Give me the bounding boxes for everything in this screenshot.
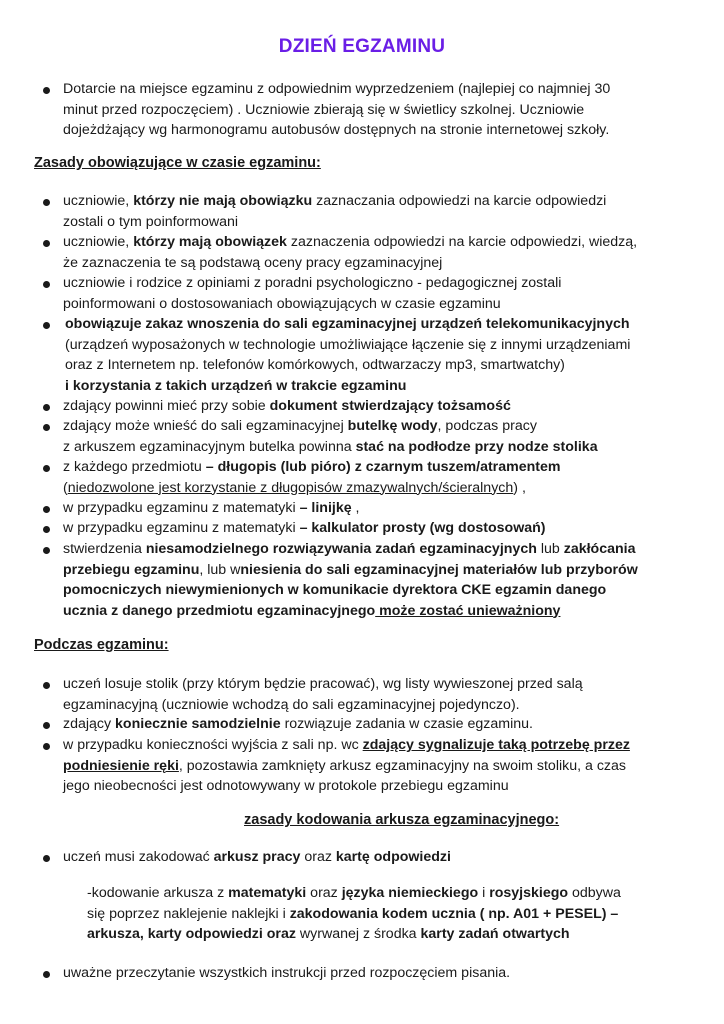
during-item: uczeń losuje stolik (przy którym będzie pracować), wg listy wywieszonej przed salą egzaminacyjną (uczniowie wchodzą do sali egzaminacyjnej pojedynczo). [63,676,583,713]
rule-item-device-ban: obowiązuje zakaz wnoszenia do sali egzaminacyjnej urządzeń telekomunikacyjnych (urządzeń wyposażonych w technologie umożliwiające łączenie się z innymi urządzeniami oraz z Internetem np. telefonów komórkowych, odtwarzaczy mp3, smartwatchy) i korzystania z takich urządzeń w trakcie egzaminu [65,316,631,394]
bullet-icon [43,240,50,247]
during-item: zdający koniecznie samodzielnie rozwiązuje zadania w czasie egzaminu. [63,716,533,732]
rule-item: uczniowie, którzy nie mają obowiązku zaznaczania odpowiedzi na karcie odpowiedzi zostali o tym poinformowani [63,193,607,230]
bullet-icon [43,722,50,729]
rule-item: uczniowie, którzy mają obowiązek zaznaczenia odpowiedzi na karcie odpowiedzi, wiedzą, że zaznaczenia te są podstawą oceny pracy egzaminacyjnej [63,234,638,271]
section-heading-coding: zasady kodowania arkusza egzaminacyjnego: [244,812,560,828]
bullet-icon [43,281,50,288]
intro-paragraph [63,79,703,141]
rule-item: uczniowie i rodzice z opiniami z poradni psychologiczno - pedagogicznej zostali poinformowani o dostosowaniach obowiązujących w czasie egzaminu [63,275,562,312]
coding-paragraph: -kodowanie arkusza z matematyki oraz języka niemieckiego i rosyjskiego odbywa się poprzez naklejenie naklejki i zakodowania kodem ucznia ( np. A01 + PESEL) – arkusza, karty odpowiedzi oraz wyrwanej z środka karty zadań otwartych [87,885,621,942]
coding-item: uważne przeczytanie wszystkich instrukcji przed rozpoczęciem pisania. [63,965,511,981]
bullet-icon [43,424,50,431]
bullet-icon [43,506,50,513]
bullet-icon [43,465,50,472]
rule-item: zdający powinni mieć przy sobie dokument stwierdzający tożsamość [63,398,511,414]
bullet-icon [43,547,50,554]
during-item: w przypadku konieczności wyjścia z sali np. wc zdający sygnalizuje taką potrzebę przez podniesienie ręki, pozostawia zamknięty arkusz egzaminacyjny na swoim stoliku, a czas jego nieobecności jest odnotowywany w protokole przebiegu egzaminu [63,737,630,794]
bullet-icon [43,322,50,329]
bullet-icon [43,404,50,411]
bullet-icon [43,199,50,206]
bullet-icon [43,526,50,533]
rule-item: w przypadku egzaminu z matematyki – kalkulator prosty (wg dostosowań) [63,520,546,536]
text-line: minut przed rozpoczęciem) . Uczniowie zbierają się w świetlicy szkolnej. Uczniowie [63,101,585,118]
bullet-icon [43,682,50,689]
bullet-icon [43,971,50,978]
text-line: Dotarcie na miejsce egzaminu z odpowiednim wyprzedzeniem (najlepiej co najmniej 30 [63,81,611,97]
rule-item: z każdego przedmiotu – długopis (lub pióro) z czarnym tuszem/atramentem (niedozwolone jest korzystanie z długopisów zmazywalnych/ścieralnych) , [63,459,561,496]
bullet-icon [43,743,50,750]
rule-item: w przypadku egzaminu z matematyki – linijkę , [63,500,360,516]
coding-item: uczeń musi zakodować arkusz pracy oraz kartę odpowiedzi [63,849,451,865]
text-line: dojeżdżający wg harmonogramu autobusów dostępnych na stronie internetowej szkoły. [63,122,610,138]
section-heading-during-exam: Podczas egzaminu: [34,637,169,653]
bullet-icon [43,87,50,94]
section-heading-rules: Zasady obowiązujące w czasie egzaminu: [34,155,321,171]
bullet-icon [43,855,50,862]
document-title: DZIEŃ EGZAMINU [278,36,446,57]
rule-item: zdający może wnieść do sali egzaminacyjnej butelkę wody, podczas pracy z arkuszem egzaminacyjnym butelka powinna stać na podłodze przy nodze stolika [63,418,598,455]
rule-item-invalidation: stwierdzenia niesamodzielnego rozwiązywania zadań egzaminacyjnych lub zakłócania przebiegu egzaminu, lub wniesienia do sali egzaminacyjnej materiałów lub przyborów pomocniczych niewymienionych w komunikacie dyrektora CKE egzamin danego ucznia z danego przedmiotu egzaminacyjnego może zostać unieważniony [63,541,638,619]
